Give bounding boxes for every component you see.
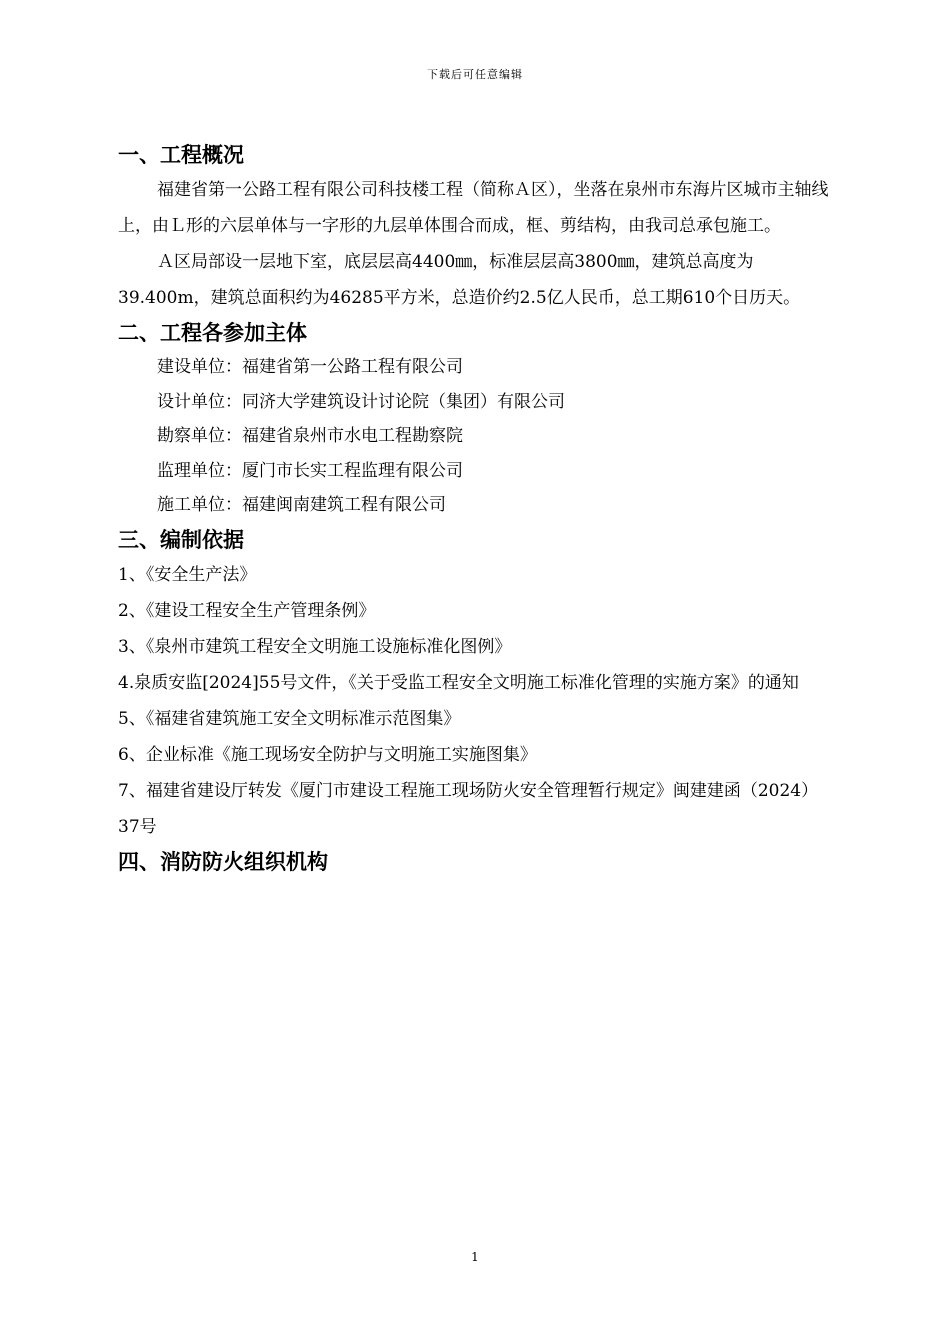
section-title-fire-organization: 四、消防防火组织机构 [118, 849, 328, 874]
basis-item-2: 2、《建设工程安全生产管理条例》 [118, 600, 376, 621]
page-number: 1 [471, 1250, 479, 1264]
overview-paragraph-2: Ａ区局部设一层地下室，底层层高4400㎜，标准层层高3800㎜，建筑总高度为39.400m，建筑总面积约为46285平方米，总造价约2.5亿人民币，总工期610个日历天。 [118, 252, 801, 308]
page-header: 下载后可任意编辑 [427, 68, 523, 81]
unit-design: 设计单位：同济大学建筑设计讨论院（集团）有限公司 [157, 391, 565, 412]
unit-construction: 建设单位：福建省第一公路工程有限公司 [157, 357, 463, 377]
section-title-basis: 三、编制依据 [118, 527, 244, 552]
section-title-overview: 一、工程概况 [118, 143, 244, 167]
basis-item-4: 4.泉质安监[2024]55号文件，《关于受监工程安全文明施工标准化管理的实施方案》的通知 [118, 672, 799, 693]
unit-contractor: 施工单位：福建闽南建筑工程有限公司 [157, 495, 446, 515]
overview-paragraph-1: 福建省第一公路工程有限公司科技楼工程（简称Ａ区），坐落在泉州市东海片区城市主轴线上，由Ｌ形的六层单体与一字形的九层单体围合而成，框、剪结构，由我司总承包施工。 [118, 180, 829, 236]
document-body [118, 138, 833, 879]
basis-item-7: 7、福建省建设厅转发《厦门市建设工程施工现场防火安全管理暂行规定》闽建建函（2024）37号 [118, 780, 819, 837]
basis-item-1: 1、《安全生产法》 [118, 564, 257, 585]
basis-item-3: 3、《泉州市建筑工程安全文明施工设施标准化图例》 [118, 636, 512, 657]
basis-item-6: 6、企业标准《施工现场安全防护与文明施工实施图集》 [118, 744, 537, 765]
basis-item-5: 5、《福建省建筑施工安全文明标准示范图集》 [118, 708, 461, 729]
section-title-participants: 二、工程各参加主体 [118, 321, 307, 345]
unit-survey: 勘察单位：福建省泉州市水电工程勘察院 [157, 426, 463, 446]
unit-supervision: 监理单位：厦门市长实工程监理有限公司 [157, 460, 463, 481]
